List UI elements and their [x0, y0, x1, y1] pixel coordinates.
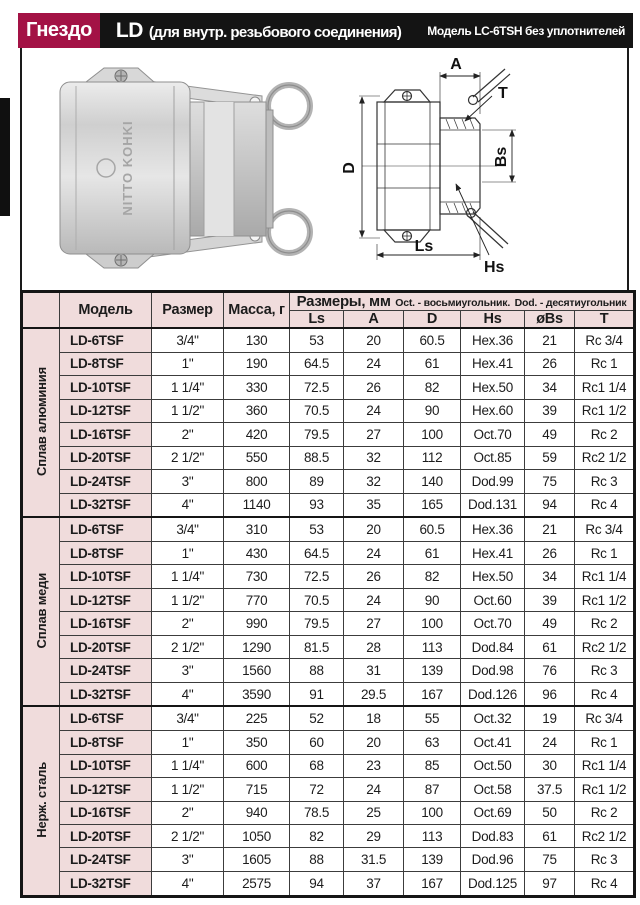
cell-a: 32 [344, 446, 404, 469]
table-row [22, 659, 635, 682]
cell-bs: 37.5 [525, 778, 575, 801]
cell-mass: 360 [224, 399, 290, 422]
cell-ls: 81.5 [290, 635, 344, 658]
illustration-section [20, 48, 633, 290]
cell-a: 20 [344, 731, 404, 754]
cell-t: Rc1 1/2 [575, 399, 635, 422]
table-row [22, 517, 635, 541]
cell-mass: 430 [224, 541, 290, 564]
cell-a: 24 [344, 399, 404, 422]
cell-size: 4" [152, 493, 224, 517]
cell-mass: 730 [224, 565, 290, 588]
cell-model: LD-6TSF [60, 706, 152, 730]
cell-d: 63 [404, 731, 461, 754]
cell-a: 24 [344, 352, 404, 375]
dims-group-title: Размеры, мм [296, 293, 391, 310]
cell-hs: Dod.126 [461, 682, 525, 706]
cell-mass: 1560 [224, 659, 290, 682]
product-photo [34, 62, 334, 274]
cell-model: LD-24TSF [60, 848, 152, 871]
cell-a: 26 [344, 376, 404, 399]
cell-hs: Dod.125 [461, 871, 525, 896]
table-row [22, 565, 635, 588]
cell-d: 85 [404, 754, 461, 777]
cell-mass: 1290 [224, 635, 290, 658]
frame-right-border [627, 48, 629, 290]
cell-bs: 19 [525, 706, 575, 730]
cell-model: LD-6TSF [60, 328, 152, 352]
cell-hs: Dod.131 [461, 493, 525, 517]
cell-d: 87 [404, 778, 461, 801]
cell-d: 61 [404, 352, 461, 375]
cell-d: 100 [404, 423, 461, 446]
dim-label-t: T [498, 85, 508, 102]
dim-label-a: A [450, 56, 462, 73]
cell-ls: 78.5 [290, 801, 344, 824]
cell-t: Rc 3/4 [575, 328, 635, 352]
cell-a: 35 [344, 493, 404, 517]
cell-bs: 50 [525, 801, 575, 824]
table-row [22, 706, 635, 730]
series-code: LD [115, 18, 143, 42]
cell-size: 1 1/2" [152, 588, 224, 611]
cell-model: LD-24TSF [60, 659, 152, 682]
cell-hs: Oct.70 [461, 612, 525, 635]
cell-t: Rc 4 [575, 682, 635, 706]
cell-hs: Hex.50 [461, 376, 525, 399]
cell-d: 113 [404, 635, 461, 658]
cell-a: 24 [344, 588, 404, 611]
cell-mass: 990 [224, 612, 290, 635]
cell-bs: 34 [525, 565, 575, 588]
cell-mass: 310 [224, 517, 290, 541]
cell-t: Rc 3/4 [575, 517, 635, 541]
cell-hs: Oct.85 [461, 446, 525, 469]
page-edge-artifact [0, 98, 10, 216]
table-row [22, 328, 635, 352]
cell-hs: Hex.36 [461, 328, 525, 352]
cell-ls: 93 [290, 493, 344, 517]
cell-bs: 26 [525, 352, 575, 375]
cell-d: 100 [404, 801, 461, 824]
cell-bs: 21 [525, 328, 575, 352]
cell-bs: 76 [525, 659, 575, 682]
cell-hs: Oct.58 [461, 778, 525, 801]
frame-left-border [20, 48, 22, 290]
cell-a: 29.5 [344, 682, 404, 706]
cell-bs: 96 [525, 682, 575, 706]
dim-label-hs: Hs [484, 259, 505, 276]
material-label: Нерж. сталь [22, 706, 60, 896]
col-header-mass: Масса, г [224, 292, 290, 329]
cell-t: Rc 2 [575, 612, 635, 635]
col-header-a: A [344, 311, 404, 329]
table-row [22, 376, 635, 399]
cell-size: 3/4" [152, 706, 224, 730]
cell-d: 82 [404, 376, 461, 399]
table-row [22, 612, 635, 635]
cell-model: LD-8TSF [60, 541, 152, 564]
col-header-obs: øBs [525, 311, 575, 329]
cell-hs: Oct.69 [461, 801, 525, 824]
cell-a: 26 [344, 565, 404, 588]
cell-mass: 3590 [224, 682, 290, 706]
product-type-badge: Гнездо [18, 13, 100, 48]
cell-d: 139 [404, 659, 461, 682]
series-note: (для внутр. резьбового соединения) [148, 23, 402, 41]
cell-mass: 800 [224, 470, 290, 493]
cell-mass: 130 [224, 328, 290, 352]
cell-a: 24 [344, 778, 404, 801]
cell-t: Rc1 1/4 [575, 376, 635, 399]
cell-ls: 88 [290, 659, 344, 682]
cell-bs: 97 [525, 871, 575, 896]
cell-model: LD-8TSF [60, 352, 152, 375]
cell-mass: 770 [224, 588, 290, 611]
cell-t: Rc 3 [575, 848, 635, 871]
series-title [116, 19, 401, 43]
cell-d: 113 [404, 825, 461, 848]
cell-size: 1" [152, 352, 224, 375]
cell-d: 167 [404, 871, 461, 896]
cell-hs: Oct.60 [461, 588, 525, 611]
cell-a: 20 [344, 328, 404, 352]
cell-ls: 82 [290, 825, 344, 848]
cell-model: LD-6TSF [60, 517, 152, 541]
cell-mass: 420 [224, 423, 290, 446]
cell-size: 2" [152, 612, 224, 635]
cell-size: 3" [152, 848, 224, 871]
cell-t: Rc 2 [575, 423, 635, 446]
cell-bs: 39 [525, 588, 575, 611]
cell-model: LD-32TSF [60, 493, 152, 517]
cell-t: Rc 4 [575, 493, 635, 517]
cell-hs: Dod.84 [461, 635, 525, 658]
cell-model: LD-24TSF [60, 470, 152, 493]
cell-a: 32 [344, 470, 404, 493]
cell-hs: Hex.36 [461, 517, 525, 541]
cell-bs: 59 [525, 446, 575, 469]
cell-ls: 88 [290, 848, 344, 871]
cell-size: 1 1/4" [152, 754, 224, 777]
cell-bs: 75 [525, 848, 575, 871]
cell-hs: Dod.99 [461, 470, 525, 493]
cell-bs: 26 [525, 541, 575, 564]
cell-t: Rc2 1/2 [575, 635, 635, 658]
table-row [22, 635, 635, 658]
cell-d: 90 [404, 588, 461, 611]
cell-t: Rc 3 [575, 659, 635, 682]
table-row [22, 446, 635, 469]
cell-d: 139 [404, 848, 461, 871]
cell-ls: 72 [290, 778, 344, 801]
cell-ls: 64.5 [290, 352, 344, 375]
cell-d: 61 [404, 541, 461, 564]
cell-size: 1 1/2" [152, 399, 224, 422]
cell-ls: 52 [290, 706, 344, 730]
cell-size: 2" [152, 423, 224, 446]
cell-hs: Hex.41 [461, 541, 525, 564]
cell-d: 167 [404, 682, 461, 706]
col-header-ls: Ls [290, 311, 344, 329]
dimension-drawing-graphic [332, 52, 627, 287]
cell-t: Rc 1 [575, 541, 635, 564]
cell-size: 4" [152, 682, 224, 706]
cell-d: 140 [404, 470, 461, 493]
cell-mass: 940 [224, 801, 290, 824]
cell-a: 37 [344, 871, 404, 896]
cell-size: 4" [152, 871, 224, 896]
cell-size: 3/4" [152, 328, 224, 352]
cell-size: 2" [152, 801, 224, 824]
cell-a: 29 [344, 825, 404, 848]
cell-d: 60.5 [404, 328, 461, 352]
cell-ls: 72.5 [290, 376, 344, 399]
cell-mass: 2575 [224, 871, 290, 896]
spec-table [20, 290, 636, 898]
dim-label-ls: Ls [414, 238, 434, 255]
cell-size: 3" [152, 470, 224, 493]
cell-ls: 89 [290, 470, 344, 493]
cell-bs: 94 [525, 493, 575, 517]
cell-model: LD-12TSF [60, 778, 152, 801]
cell-t: Rc2 1/2 [575, 446, 635, 469]
cell-size: 2 1/2" [152, 635, 224, 658]
cell-model: LD-16TSF [60, 801, 152, 824]
cell-model: LD-16TSF [60, 612, 152, 635]
table-row [22, 588, 635, 611]
cell-ls: 68 [290, 754, 344, 777]
col-header-size: Размер [152, 292, 224, 329]
cell-mass: 1605 [224, 848, 290, 871]
technical-drawing [332, 52, 627, 287]
cell-mass: 330 [224, 376, 290, 399]
cell-ls: 72.5 [290, 565, 344, 588]
cell-d: 90 [404, 399, 461, 422]
cell-ls: 53 [290, 328, 344, 352]
cell-t: Rc1 1/2 [575, 588, 635, 611]
spec-table-body [22, 328, 635, 897]
material-column-header [22, 292, 60, 329]
cell-model: LD-16TSF [60, 423, 152, 446]
cell-model: LD-20TSF [60, 825, 152, 848]
cell-bs: 21 [525, 517, 575, 541]
photo-embossed-text: NITTO KOHKI [120, 120, 135, 216]
cell-hs: Hex.60 [461, 399, 525, 422]
cell-hs: Oct.32 [461, 706, 525, 730]
table-row [22, 871, 635, 896]
table-row [22, 423, 635, 446]
cell-model: LD-32TSF [60, 871, 152, 896]
cell-ls: 64.5 [290, 541, 344, 564]
cell-mass: 1140 [224, 493, 290, 517]
cell-hs: Hex.41 [461, 352, 525, 375]
col-header-d: D [404, 311, 461, 329]
page-header [18, 13, 633, 48]
table-row [22, 470, 635, 493]
cell-a: 27 [344, 423, 404, 446]
table-row [22, 541, 635, 564]
cell-t: Rc2 1/2 [575, 825, 635, 848]
col-header-dimensions-group [290, 292, 635, 311]
cell-model: LD-20TSF [60, 446, 152, 469]
cell-size: 1" [152, 731, 224, 754]
cell-a: 25 [344, 801, 404, 824]
coupler-photo-graphic [34, 62, 334, 274]
cell-ls: 53 [290, 517, 344, 541]
cell-hs: Oct.50 [461, 754, 525, 777]
cell-model: LD-12TSF [60, 399, 152, 422]
cell-size: 3/4" [152, 517, 224, 541]
cell-bs: 39 [525, 399, 575, 422]
cell-hs: Oct.70 [461, 423, 525, 446]
cell-bs: 34 [525, 376, 575, 399]
cell-t: Rc1 1/4 [575, 754, 635, 777]
cell-hs: Dod.98 [461, 659, 525, 682]
cell-t: Rc 2 [575, 801, 635, 824]
cell-bs: 61 [525, 635, 575, 658]
cell-size: 1 1/2" [152, 778, 224, 801]
cell-a: 31.5 [344, 848, 404, 871]
cell-size: 1" [152, 541, 224, 564]
cell-model: LD-32TSF [60, 682, 152, 706]
cell-mass: 1050 [224, 825, 290, 848]
cell-ls: 88.5 [290, 446, 344, 469]
dim-label-bs: Bs [493, 146, 510, 168]
cell-t: Rc 4 [575, 871, 635, 896]
cell-ls: 70.5 [290, 588, 344, 611]
cell-mass: 550 [224, 446, 290, 469]
cell-a: 20 [344, 517, 404, 541]
cell-size: 2 1/2" [152, 825, 224, 848]
cell-bs: 61 [525, 825, 575, 848]
cell-bs: 75 [525, 470, 575, 493]
cell-a: 27 [344, 612, 404, 635]
cell-model: LD-10TSF [60, 754, 152, 777]
cell-a: 23 [344, 754, 404, 777]
cell-model: LD-10TSF [60, 376, 152, 399]
cell-mass: 715 [224, 778, 290, 801]
cell-ls: 79.5 [290, 423, 344, 446]
cell-t: Rc 1 [575, 352, 635, 375]
cell-mass: 600 [224, 754, 290, 777]
cell-model: LD-12TSF [60, 588, 152, 611]
table-row [22, 801, 635, 824]
table-row [22, 493, 635, 517]
model-note: Модель LC-6TSH без уплотнителей [427, 23, 625, 38]
table-row [22, 848, 635, 871]
cell-hs: Dod.83 [461, 825, 525, 848]
cell-size: 3" [152, 659, 224, 682]
cell-a: 18 [344, 706, 404, 730]
col-header-hs: Hs [461, 311, 525, 329]
dims-note-octagon: Oct. - восьмиугольник. [395, 297, 511, 309]
table-row [22, 399, 635, 422]
table-row [22, 778, 635, 801]
cell-d: 112 [404, 446, 461, 469]
cell-size: 1 1/4" [152, 376, 224, 399]
cell-d: 100 [404, 612, 461, 635]
cell-a: 24 [344, 541, 404, 564]
cell-hs: Oct.41 [461, 731, 525, 754]
cell-hs: Dod.96 [461, 848, 525, 871]
cell-ls: 94 [290, 871, 344, 896]
cell-d: 60.5 [404, 517, 461, 541]
cell-d: 165 [404, 493, 461, 517]
material-label: Сплав алюминия [22, 328, 60, 517]
cell-t: Rc 3 [575, 470, 635, 493]
cell-bs: 24 [525, 731, 575, 754]
cell-model: LD-20TSF [60, 635, 152, 658]
cell-t: Rc1 1/4 [575, 565, 635, 588]
cell-a: 28 [344, 635, 404, 658]
cell-ls: 91 [290, 682, 344, 706]
table-row [22, 731, 635, 754]
cell-size: 1 1/4" [152, 565, 224, 588]
cell-bs: 49 [525, 612, 575, 635]
cell-model: LD-10TSF [60, 565, 152, 588]
cell-size: 2 1/2" [152, 446, 224, 469]
cell-mass: 190 [224, 352, 290, 375]
dim-label-d: D [341, 162, 358, 174]
cell-model: LD-8TSF [60, 731, 152, 754]
cell-ls: 70.5 [290, 399, 344, 422]
cell-mass: 350 [224, 731, 290, 754]
material-label: Сплав меди [22, 517, 60, 706]
col-header-t: T [575, 311, 635, 329]
col-header-model: Модель [60, 292, 152, 329]
cell-bs: 30 [525, 754, 575, 777]
cell-mass: 225 [224, 706, 290, 730]
table-row [22, 825, 635, 848]
cell-ls: 79.5 [290, 612, 344, 635]
table-row [22, 352, 635, 375]
table-row [22, 754, 635, 777]
cell-ls: 60 [290, 731, 344, 754]
cell-d: 55 [404, 706, 461, 730]
cell-bs: 49 [525, 423, 575, 446]
cell-t: Rc1 1/2 [575, 778, 635, 801]
dims-note-decagon: Dod. - десятиугольник [514, 297, 627, 309]
cell-t: Rc 1 [575, 731, 635, 754]
cell-d: 82 [404, 565, 461, 588]
cell-a: 31 [344, 659, 404, 682]
table-row [22, 682, 635, 706]
cell-hs: Hex.50 [461, 565, 525, 588]
cell-t: Rc 3/4 [575, 706, 635, 730]
